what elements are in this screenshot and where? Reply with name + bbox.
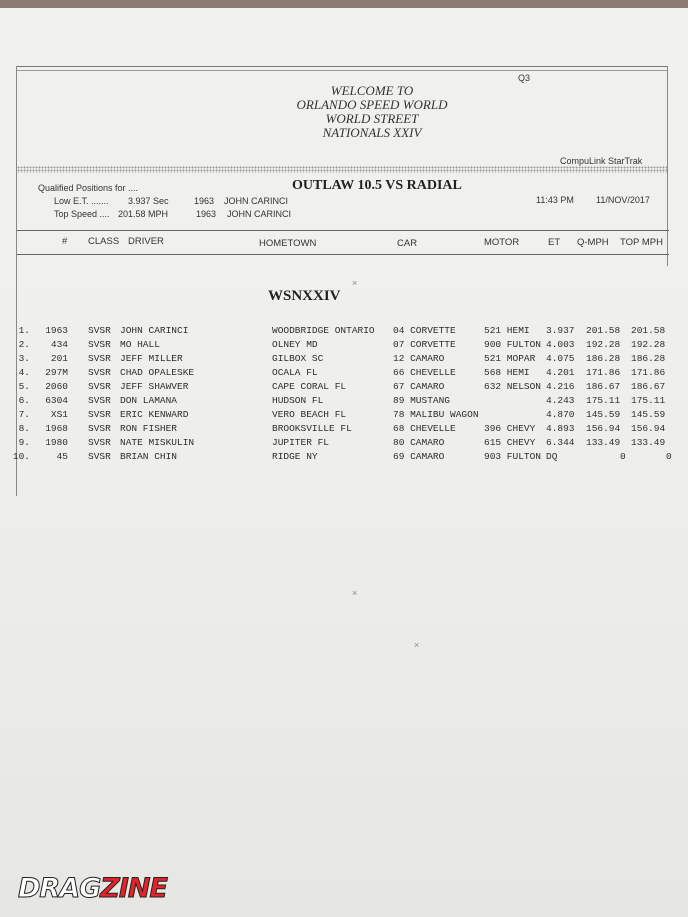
col-header-topmph: TOP MPH [620, 237, 663, 248]
position-cell: 6. [18, 395, 30, 406]
top-speed-driver: JOHN CARINCI [227, 209, 292, 219]
car-cell: 66 CHEVELLE [393, 367, 456, 378]
hometown-cell: CAPE CORAL FL [272, 381, 347, 392]
stray-mark: × [352, 278, 358, 288]
qmph-cell: 175.11 [586, 395, 621, 406]
col-header-hometown: HOMETOWN [259, 238, 317, 249]
motor-cell: 396 CHEVY [484, 423, 536, 434]
driver-cell: JEFF SHAWVER [120, 381, 189, 392]
event-name: WSNXXIV [268, 288, 341, 304]
dragzine-logo [18, 873, 167, 904]
class-cell: SVSR [88, 325, 111, 336]
system-name: CompuLink StarTrak [560, 156, 643, 166]
qmph-cell: 186.28 [586, 353, 621, 364]
car-number-cell: 6304 [45, 395, 68, 406]
car-number-cell: 434 [50, 339, 68, 350]
driver-cell: DON LAMANA [120, 395, 178, 406]
header-rule-top [17, 230, 669, 231]
driver-cell: NATE MISKULIN [120, 437, 195, 448]
et-cell: 4.870 [546, 409, 575, 420]
car-number-cell: 297M [45, 367, 68, 378]
topmph-cell: 186.28 [631, 353, 666, 364]
dotted-separator [17, 166, 667, 173]
stray-mark: × [414, 640, 420, 650]
driver-cell: RON FISHER [120, 423, 178, 434]
topmph-cell: 175.11 [631, 395, 666, 406]
class-cell: SVSR [88, 381, 111, 392]
car-cell: 68 CHEVELLE [393, 423, 456, 434]
qmph-cell: 145.59 [586, 409, 621, 420]
car-cell: 04 CORVETTE [393, 325, 456, 336]
position-cell: 8. [18, 423, 30, 434]
car-cell: 89 MUSTANG [393, 395, 451, 406]
car-cell: 80 CAMARO [393, 437, 445, 448]
motor-cell: 903 FULTON [484, 451, 542, 462]
et-cell: 4.893 [546, 423, 575, 434]
col-header-num: # [62, 236, 68, 247]
motor-cell: 521 HEMI [484, 325, 530, 336]
position-cell: 10. [12, 451, 30, 462]
hometown-cell: GILBOX SC [272, 353, 324, 364]
position-cell: 7. [18, 409, 30, 420]
low-et-label: Low E.T. ....... [54, 196, 109, 206]
col-header-qmph: Q-MPH [577, 237, 609, 248]
driver-cell: CHAD OPALESKE [120, 367, 195, 378]
topmph-cell: 0 [666, 451, 672, 462]
qmph-cell: 192.28 [586, 339, 621, 350]
motor-cell: 568 HEMI [484, 367, 530, 378]
car-number-cell: 1968 [45, 423, 68, 434]
motor-cell: 900 FULTON [484, 339, 542, 350]
et-cell: 3.937 [546, 325, 575, 336]
welcome-line: WORLD STREET [325, 111, 419, 126]
welcome-line: NATIONALS XXIV [322, 125, 422, 140]
class-cell: SVSR [88, 423, 111, 434]
welcome-line: WELCOME TO [330, 83, 414, 98]
report-date: 11/NOV/2017 [596, 195, 650, 205]
qualified-label: Qualified Positions for .... [38, 183, 139, 193]
car-number-cell: 45 [56, 451, 68, 462]
car-number-cell: 1980 [45, 437, 68, 448]
qmph-cell: 133.49 [586, 437, 621, 448]
low-et-driver: JOHN CARINCI [224, 196, 289, 206]
class-cell: SVSR [88, 437, 111, 448]
et-cell: 4.201 [546, 367, 575, 378]
hometown-cell: JUPITER FL [272, 437, 330, 448]
et-cell: 4.003 [546, 339, 575, 350]
stray-mark: × [352, 588, 358, 598]
header-rule-bottom [17, 254, 669, 255]
driver-cell: JEFF MILLER [120, 353, 183, 364]
class-title: OUTLAW 10.5 VS RADIAL [292, 178, 462, 193]
position-cell: 9. [18, 437, 30, 448]
position-cell: 4. [18, 367, 30, 378]
qmph-cell: 156.94 [586, 423, 621, 434]
col-header-class: CLASS [88, 236, 120, 247]
motor-cell: 632 NELSON [484, 381, 542, 392]
class-cell: SVSR [88, 409, 111, 420]
et-cell: 4.075 [546, 353, 575, 364]
position-cell: 5. [18, 381, 30, 392]
col-header-et: ET [548, 237, 561, 248]
low-et-value: 3.937 Sec [128, 196, 169, 206]
topmph-cell: 145.59 [631, 409, 666, 420]
col-header-driver: DRIVER [128, 236, 164, 247]
class-cell: SVSR [88, 339, 111, 350]
col-header-motor: MOTOR [484, 237, 520, 248]
driver-cell: JOHN CARINCI [120, 325, 189, 336]
qmph-cell: 171.86 [586, 367, 621, 378]
top-speed-label: Top Speed .... [54, 209, 110, 219]
class-cell: SVSR [88, 353, 111, 364]
col-header-car: CAR [397, 238, 418, 249]
hometown-cell: WOODBRIDGE ONTARIO [272, 325, 375, 336]
car-cell: 69 CAMARO [393, 451, 445, 462]
car-number-cell: 1963 [45, 325, 68, 336]
logo-part-zine: ZINE [100, 873, 167, 904]
position-cell: 3. [18, 353, 30, 364]
class-cell: SVSR [88, 367, 111, 378]
qmph-cell: 201.58 [586, 325, 621, 336]
results-sheet [0, 8, 688, 917]
top-speed-value: 201.58 MPH [118, 209, 169, 219]
class-cell: SVSR [88, 451, 111, 462]
car-cell: 67 CAMARO [393, 381, 445, 392]
logo-part-drag: DRAG [18, 873, 101, 904]
et-cell: 6.344 [546, 437, 575, 448]
motor-cell: 615 CHEVY [484, 437, 536, 448]
hometown-cell: RIDGE NY [272, 451, 318, 462]
qmph-cell: 186.67 [586, 381, 621, 392]
topmph-cell: 201.58 [631, 325, 666, 336]
motor-cell: 521 MOPAR [484, 353, 536, 364]
topmph-cell: 192.28 [631, 339, 666, 350]
hometown-cell: VERO BEACH FL [272, 409, 347, 420]
car-number-cell: XS1 [50, 409, 68, 420]
driver-cell: ERIC KENWARD [120, 409, 189, 420]
position-cell: 2. [18, 339, 30, 350]
hometown-cell: OCALA FL [272, 367, 318, 378]
car-cell: 78 MALIBU WAGON [393, 409, 479, 420]
position-cell: 1. [18, 325, 30, 336]
top-speed-car-number: 1963 [196, 209, 217, 219]
et-cell: DQ [546, 451, 558, 462]
et-cell: 4.216 [546, 381, 575, 392]
car-cell: 12 CAMARO [393, 353, 445, 364]
qmph-cell: 0 [620, 451, 626, 462]
report-time: 11:43 PM [536, 195, 574, 205]
hometown-cell: BROOKSVILLE FL [272, 423, 352, 434]
page-code: Q3 [518, 73, 531, 83]
et-cell: 4.243 [546, 395, 575, 406]
topmph-cell: 171.86 [631, 367, 666, 378]
car-number-cell: 2060 [45, 381, 68, 392]
topmph-cell: 156.94 [631, 423, 666, 434]
welcome-line: ORLANDO SPEED WORLD [296, 97, 448, 112]
car-number-cell: 201 [50, 353, 68, 364]
driver-cell: BRIAN CHIN [120, 451, 178, 462]
hometown-cell: HUDSON FL [272, 395, 324, 406]
topmph-cell: 186.67 [631, 381, 666, 392]
driver-cell: MO HALL [120, 339, 160, 350]
car-cell: 07 CORVETTE [393, 339, 456, 350]
class-cell: SVSR [88, 395, 111, 406]
topmph-cell: 133.49 [631, 437, 666, 448]
low-et-car-number: 1963 [194, 196, 215, 206]
hometown-cell: OLNEY MD [272, 339, 318, 350]
